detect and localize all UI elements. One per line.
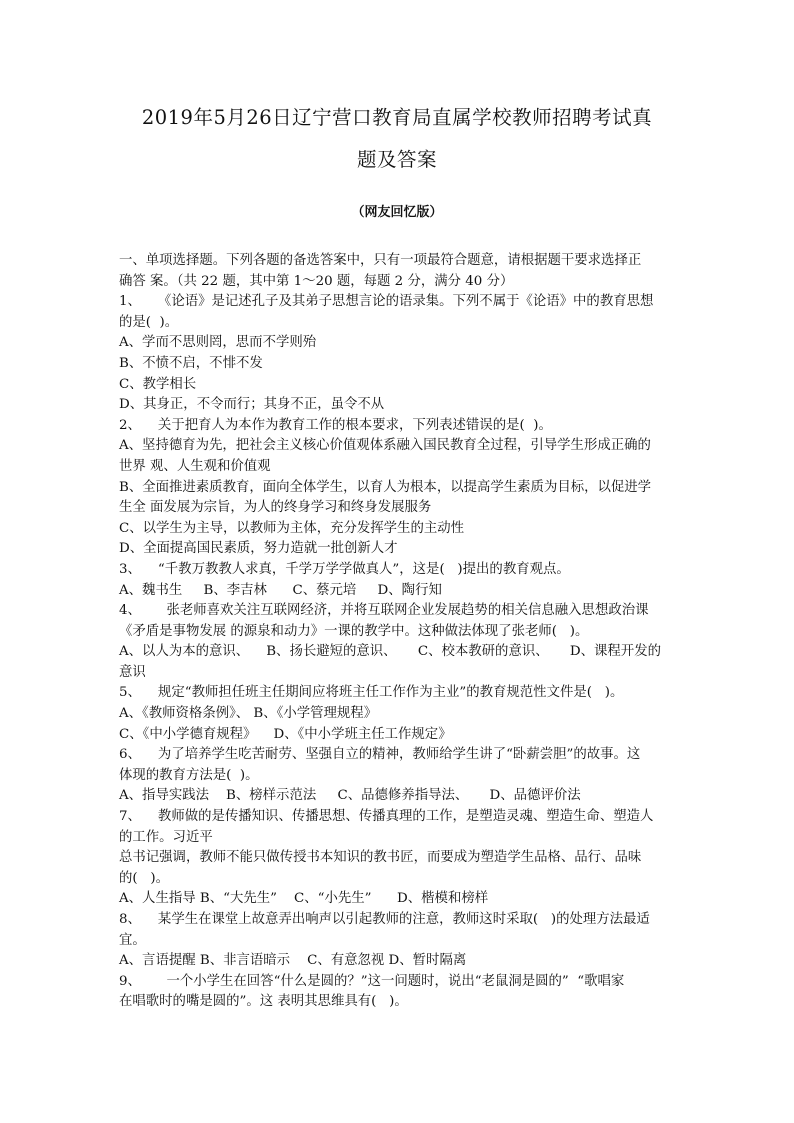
text-line: 8、 某学生在课堂上故意弄出响声以引起教师的注意，教师这时采取( )的处理方法最适	[119, 912, 650, 927]
text-line: 在唱歌时的嘴是圆的”。这 表明其思维具有( )。	[119, 994, 408, 1010]
text-line: 一、单项选择题。下列各题的备选答案中，只有一项最符合题意，请根据题干要求选择正	[119, 253, 642, 268]
text-line: 世界 观、人生观和价值观	[119, 458, 271, 474]
text-line: B、全面推进素质教育，面向全体学生，以育人为根本，以提高学生素质为目标，以促进学	[119, 479, 652, 495]
document-body	[119, 251, 679, 1013]
text-line: D、全面提高国民素质，努力造就一批创新人才	[119, 541, 398, 557]
text-line: 宜。	[119, 932, 146, 948]
text-line: A、以人为本的意识、 B、扬长避短的意识、 C、校本教研的意识、 D、课程开发的	[119, 644, 661, 660]
text-line: 3、 “千教万教教人求真，千学万学学做真人”，这是( )提出的教育观点。	[119, 561, 570, 577]
text-line: 确答 案。（共 22 题，其中第 1～20 题，每题 2 分，满分 40 分）	[119, 273, 514, 289]
text-line: A、《教师资格条例》、 B、《小学管理规程》	[119, 706, 378, 722]
text-line: A、人生指导 B、“大先生” C、“小先生” D、楷模和榜样	[119, 891, 489, 907]
text-line: 4、 张老师喜欢关注互联网经济，并将互联网企业发展趋势的相关信息融入思想政治课	[119, 603, 649, 619]
text-line: 意识	[119, 664, 146, 680]
text-line: A、魏书生 B、李吉林 C、蔡元培 D、陶行知	[119, 582, 442, 598]
document-subtitle: （网友回忆版）	[351, 205, 443, 220]
text-line: 的是( )。	[119, 314, 179, 330]
text-line: 生全 面发展为宗旨，为人的终身学习和终身发展服务	[119, 500, 432, 516]
text-line: 1、 《论语》是记述孔子及其弟子思想言论的语录集。下列不属于《论语》中的教育思想	[119, 294, 654, 310]
text-line: A、言语提醒 B、非言语暗示 C、有意忽视 D、暂时隔离	[119, 953, 467, 969]
text-line: D、其身正，不令而行；其身不正，虽令不从	[119, 397, 385, 413]
text-line: C、《中小学德育规程》 D、《中小学班主任工作规定》	[119, 726, 452, 742]
text-line: 6、 为了培养学生吃苦耐劳、坚强自立的精神，教师给学生讲了“卧薪尝胆”的故事。这	[119, 747, 641, 763]
text-line: 的( )。	[119, 870, 169, 886]
text-line: 的工作。习近平	[119, 829, 213, 845]
document-title-line-1: 2019年5月26日辽宁营口教育局直属学校教师招聘考试真	[141, 106, 653, 129]
text-line: A、指导实践法 B、榜样示范法 C、品德修养指导法、 D、品德评价法	[119, 788, 581, 804]
text-line: C、以学生为主导，以教师为主体，充分发挥学生的主动性	[119, 520, 465, 536]
text-line: 5、 规定“教师担任班主任期间应将班主任工作作为主业”的教育规范性文件是( )。	[119, 685, 624, 701]
text-line: B、不愤不启，不悱不发	[119, 355, 263, 371]
text-line: 《矛盾是事物发展 的源泉和动力》一课的教学中。这种做法体现了张老师( )。	[119, 623, 589, 639]
document-title-line-2: 题及答案	[356, 148, 437, 171]
text-line: 体现的教育方法是( )。	[119, 767, 259, 783]
text-line: C、教学相长	[119, 376, 197, 392]
text-line: 9、 一个小学生在回答“什么是圆的？”这一问题时，说出“老鼠洞是圆的” “歌唱家	[119, 973, 625, 989]
text-line: A、学而不思则罔，思而不学则殆	[119, 335, 317, 351]
text-line: 7、 教师做的是传播知识、传播思想、传播真理的工作，是塑造灵魂、塑造生命、塑造人	[119, 809, 654, 825]
text-line: 2、 关于把育人为本作为教育工作的根本要求，下列表述错误的是( )。	[119, 417, 552, 433]
text-line: 总书记强调，教师不能只做传授书本知识的教书匠，而要成为塑造学生品格、品行、品味	[119, 850, 642, 866]
text-line: A、坚持德育为先，把社会主义核心价值观体系融入国民教育全过程，引导学生形成正确的	[119, 438, 651, 454]
